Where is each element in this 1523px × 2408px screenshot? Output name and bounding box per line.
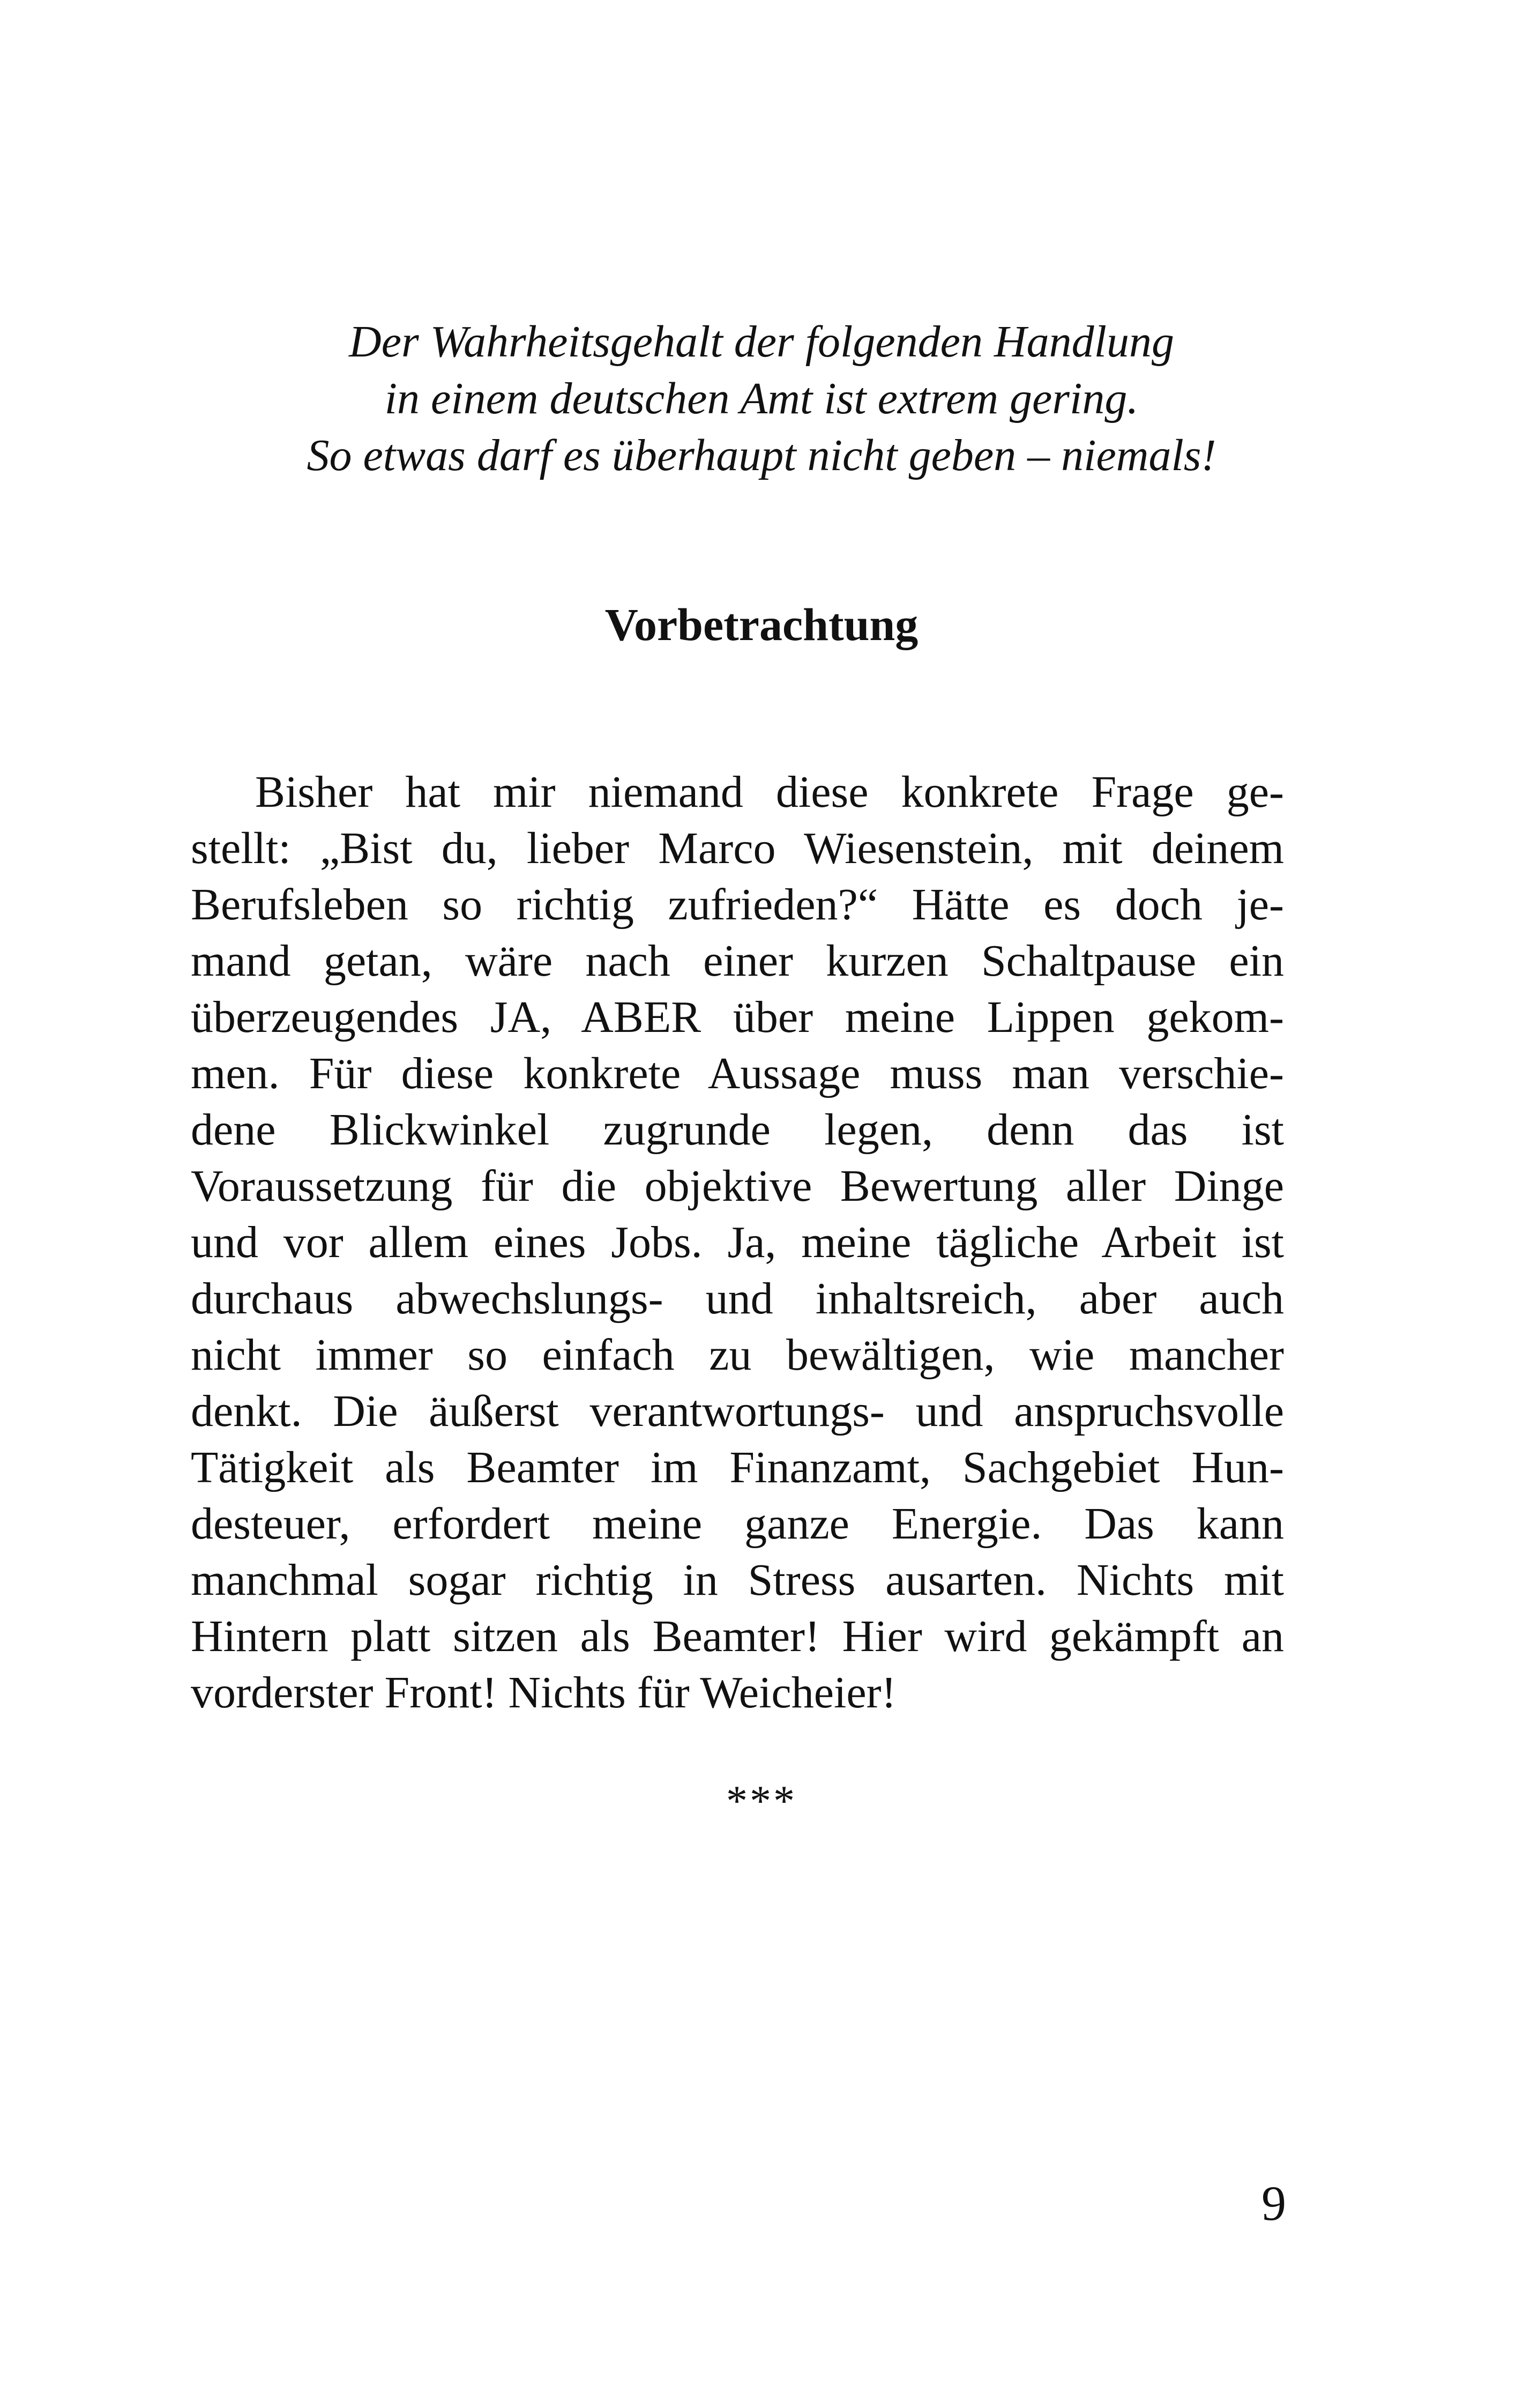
epigraph — [0, 314, 1523, 484]
epigraph-line: Der Wahrheitsgehalt der folgenden Handlung — [349, 317, 1174, 367]
paragraph-line: Berufsleben so richtig zufrieden?“ Hätte es doch je- — [191, 880, 1284, 930]
paragraph-line: Bisher hat mir niemand diese konkrete Frage ge- — [255, 767, 1284, 817]
chapter-heading: Vorbetrachtung — [604, 599, 919, 650]
paragraph-line: stellt: „Bist du, lieber Marco Wiesenstein, mit deinem — [191, 823, 1284, 873]
paragraph-line: mand getan, wäre nach einer kurzen Schaltpause ein — [191, 936, 1284, 986]
paragraph-line: vorderster Front! Nichts für Weicheier! — [191, 1668, 897, 1718]
paragraph-line: nicht immer so einfach zu bewältigen, wie mancher — [191, 1330, 1284, 1380]
paragraph-line: denkt. Die äußerst verantwortungs- und anspruchsvolle — [191, 1386, 1284, 1436]
page-number: 9 — [1261, 2176, 1286, 2231]
paragraph-line: Voraussetzung für die objektive Bewertung aller Dinge — [191, 1161, 1284, 1211]
paragraph-line: dene Blickwinkel zugrunde legen, denn das ist — [191, 1105, 1284, 1155]
epigraph-line: So etwas darf es überhaupt nicht geben – niemals! — [307, 430, 1216, 480]
epigraph-line: in einem deutschen Amt ist extrem gering. — [384, 374, 1139, 423]
paragraph-line: und vor allem eines Jobs. Ja, meine tägliche Arbeit ist — [191, 1217, 1284, 1267]
paragraph-line: überzeugendes JA, ABER über meine Lippen gekom- — [191, 992, 1284, 1042]
section-separator: *** — [726, 1778, 797, 1825]
paragraph-line: desteuer, erfordert meine ganze Energie. Das kann — [191, 1499, 1284, 1549]
paragraph-line: Hintern platt sitzen als Beamter! Hier wird gekämpft an — [191, 1611, 1284, 1661]
paragraph-line: durchaus abwechslungs- und inhaltsreich, aber auch — [191, 1274, 1284, 1324]
paragraph-line: Tätigkeit als Beamter im Finanzamt, Sachgebiet Hun- — [191, 1443, 1284, 1492]
paragraph-line: men. Für diese konkrete Aussage muss man verschie- — [191, 1049, 1284, 1098]
body-paragraph — [191, 764, 1284, 1721]
paragraph-line: manchmal sogar richtig in Stress ausarten. Nichts mit — [191, 1555, 1284, 1605]
